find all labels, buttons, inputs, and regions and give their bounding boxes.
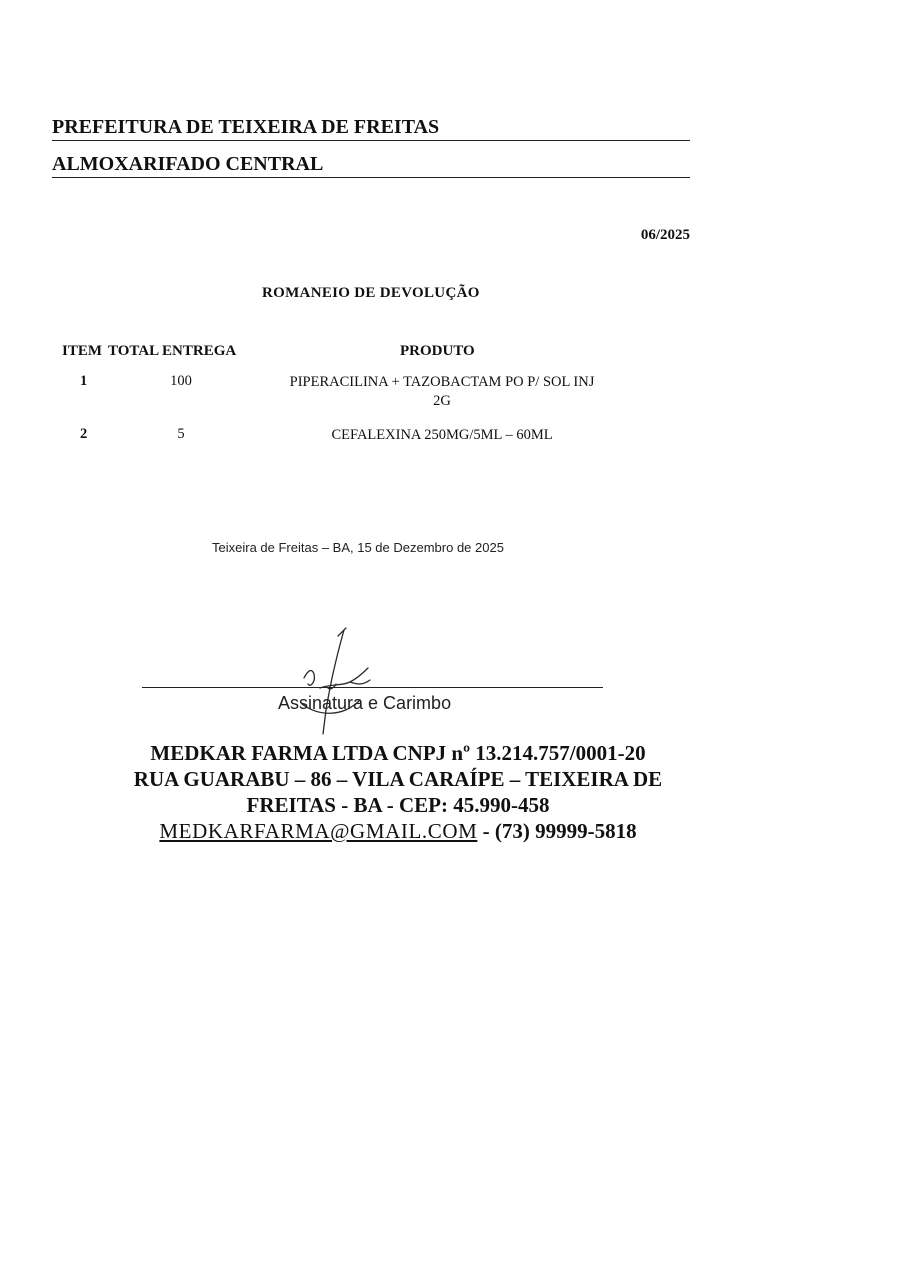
row-produto-line: CEFALEXINA 250MG/5ML – 60ML bbox=[331, 427, 553, 443]
document-number: 06/2025 bbox=[640, 227, 690, 243]
row-produto bbox=[256, 426, 628, 445]
document-title: ROMANEIO DE DEVOLUÇÃO bbox=[262, 285, 480, 301]
column-header-total-entrega: TOTAL ENTREGA bbox=[108, 343, 237, 359]
footer-email-link[interactable]: MEDKARFARMA@GMAIL.COM bbox=[159, 819, 478, 843]
header-prefeitura: PREFEITURA DE TEIXEIRA DE FREITAS bbox=[52, 116, 690, 141]
row-produto bbox=[256, 373, 628, 411]
signature-line bbox=[142, 687, 603, 688]
footer-address-line1: RUA GUARABU – 86 – VILA CARAÍPE – TEIXEIRA DE bbox=[133, 767, 663, 791]
row-produto-line: PIPERACILINA + TAZOBACTAM PO P/ SOL INJ bbox=[289, 374, 595, 390]
column-header-item: ITEM bbox=[62, 343, 103, 359]
row-total-entrega: 5 bbox=[177, 426, 185, 442]
footer-phone: - (73) 99999-5818 bbox=[477, 819, 637, 843]
row-item-number: 2 bbox=[80, 426, 88, 442]
place-and-date: Teixeira de Freitas – BA, 15 de Dezembro de 2025 bbox=[212, 540, 504, 555]
footer-company-cnpj: MEDKAR FARMA LTDA CNPJ nº 13.214.757/0001-20 bbox=[150, 741, 646, 765]
row-produto-line: 2G bbox=[433, 393, 451, 409]
row-item-number: 1 bbox=[80, 373, 88, 389]
signature-label: Assinatura e Carimbo bbox=[278, 693, 452, 713]
footer-contact bbox=[60, 818, 736, 844]
column-header-produto: PRODUTO bbox=[400, 343, 475, 359]
row-total-entrega: 100 bbox=[170, 373, 192, 389]
handwritten-signature bbox=[290, 626, 390, 741]
header-almoxarifado: ALMOXARIFADO CENTRAL bbox=[52, 153, 690, 178]
footer-address-line2: FREITAS - BA - CEP: 45.990-458 bbox=[246, 793, 550, 817]
